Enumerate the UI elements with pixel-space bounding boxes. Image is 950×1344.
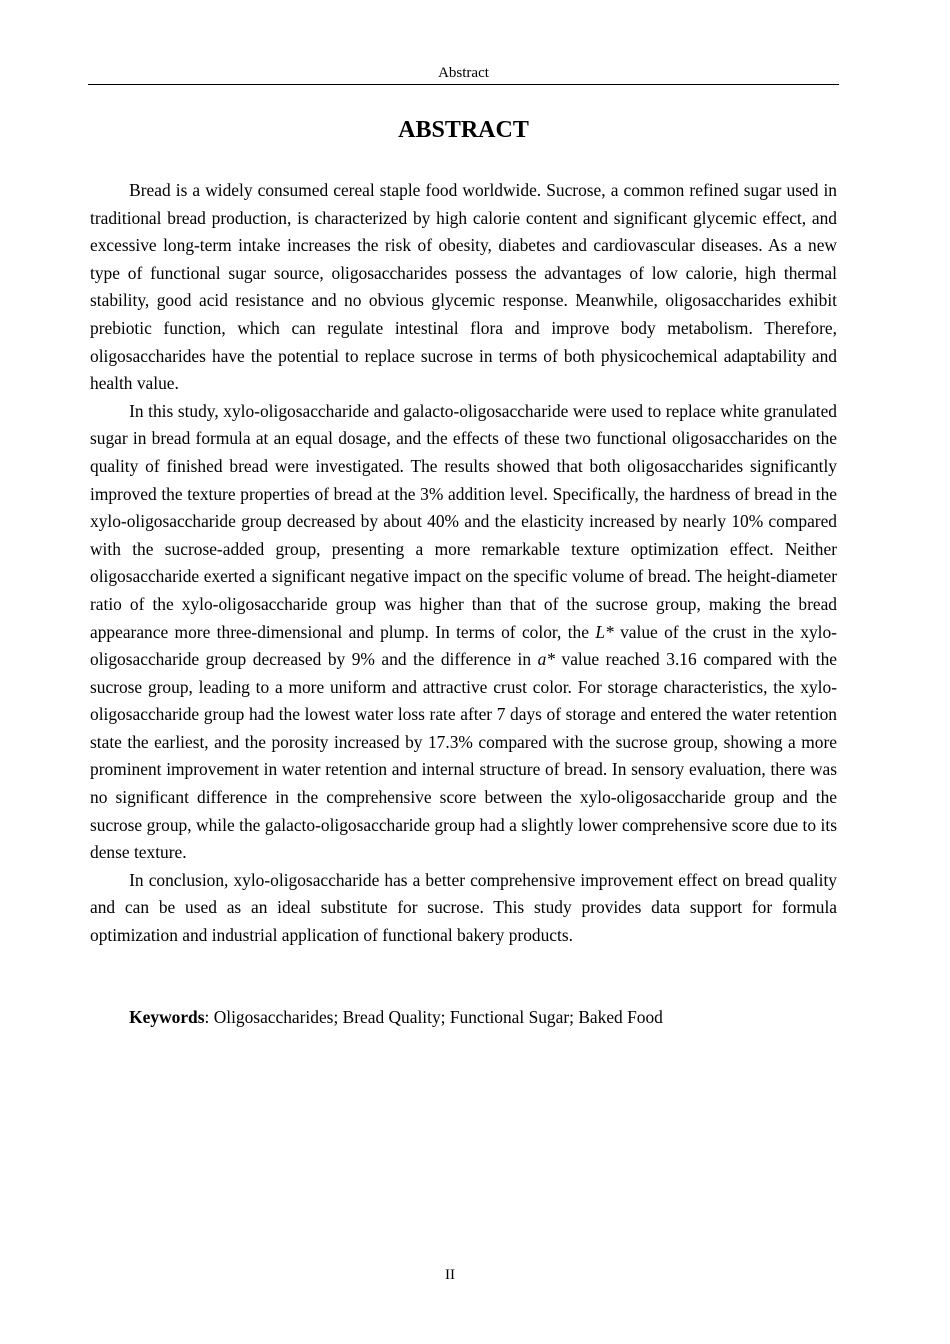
page-number: II — [445, 1267, 455, 1283]
results-text-part3: value reached 3.16 compared with the sucrose group, leading to a more uniform and attractive crust color. For storage characteristics, the xylo-oligosaccharide group had the lowest water loss rate after 7 days of storage and entered the water retention state the earliest, and the porosity increased by 17.3% compared with the sucrose group, showing a more prominent improvement in water retention and internal structure of bread. In sensory evaluation, there was no significant difference in the comprehensive score between the xylo-oligosaccharide group and the sucrose group, while the galacto-oligosaccharide group had a slightly lower comprehensive score due to its dense texture. — [90, 649, 837, 863]
keywords-text: Oligosaccharides; Bread Quality; Functional Sugar; Baked Food — [213, 1007, 663, 1027]
results-text-part1: In this study, xylo-oligosaccharide and galacto-oligosaccharide were used to replace white granulated sugar in bread formula at an equal dosage, and the effects of these two functional oligosaccharides on the quality of finished bread were investigated. The results showed that both oligosaccharides significantly improved the texture properties of bread at the 3% addition level. Specifically, the hardness of bread in the xylo-oligosaccharide group decreased by about 40% and the elasticity increased by nearly 10% compared with the sucrose-added group, presenting a more remarkable texture optimization effect. Neither oligosaccharide exerted a significant negative impact on the specific volume of bread. The height-diameter ratio of the xylo-oligosaccharide group was higher than that of the sucrose group, making the bread appearance more three-dimensional and plump. In terms of color, the — [90, 400, 837, 642]
abstract-paragraph-background: Bread is a widely consumed cereal staple food worldwide. Sucrose, a common refined sugar used in traditional bread production, is characterized by high calorie content and significant glycemic effect, and excessive long-term intake increases the risk of obesity, diabetes and cardiovascular diseases. As a new type of functional sugar source, oligosaccharides possess the advantages of low calorie, high thermal stability, good acid resistance and no obvious glycemic response. Meanwhile, oligosaccharides exhibit prebiotic function, which can regulate intestinal flora and improve body metabolism. Therefore, oligosaccharides have the potential to replace sucrose in terms of both physicochemical adaptability and health value. — [90, 180, 837, 394]
results-text-part2: value of the crust in the xylo-oligosaccharide group decreased by 9% and the difference in — [90, 621, 837, 670]
lightness-symbol: L* — [595, 621, 614, 642]
redness-symbol: a* — [537, 649, 555, 670]
keywords-line — [90, 1004, 837, 1032]
keywords-label: Keywords — [129, 1007, 205, 1027]
running-header: Abstract — [88, 64, 839, 85]
keywords-separator: : — [204, 1007, 214, 1027]
abstract-title: ABSTRACT — [398, 117, 529, 143]
abstract-paragraph-results — [90, 398, 837, 867]
abstract-paragraph-conclusion: In conclusion, xylo-oligosaccharide has a better comprehensive improvement effect on bread quality and can be used as an ideal substitute for sucrose. This study provides data support for formula optimization and industrial application of functional bakery products. — [90, 869, 837, 946]
abstract-body — [90, 177, 837, 950]
